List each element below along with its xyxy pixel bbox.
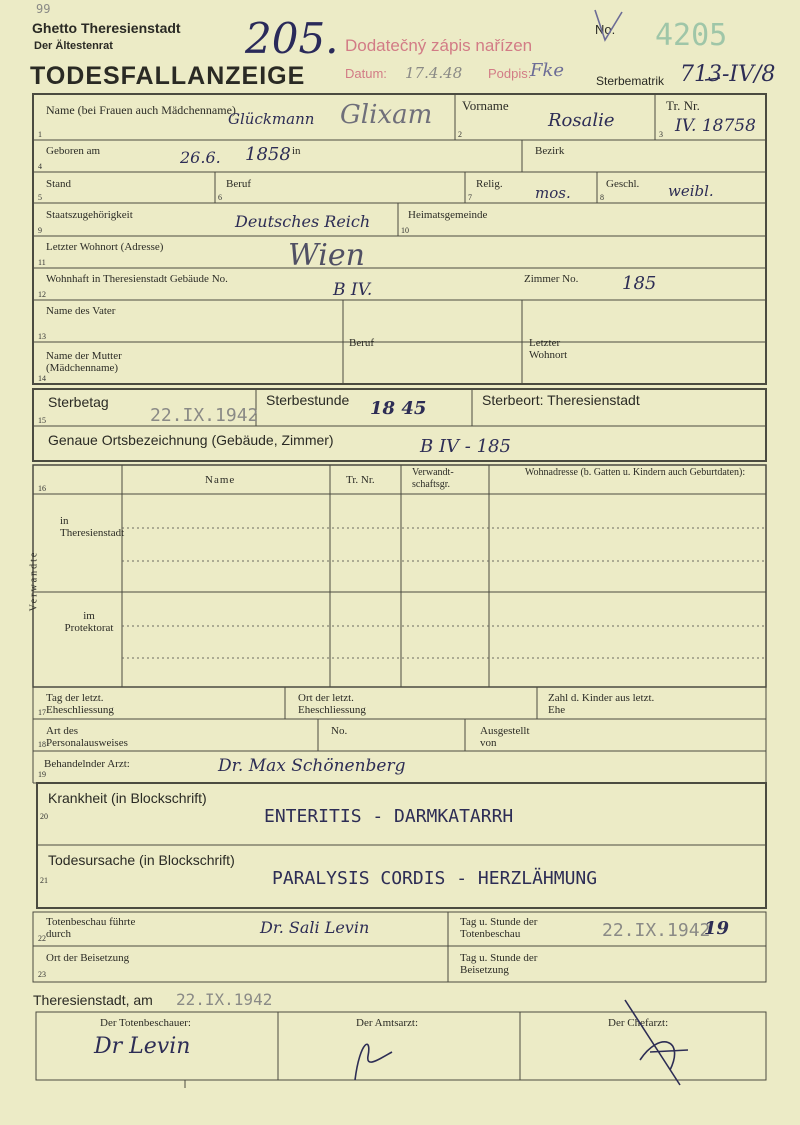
row-number: 20 [40,812,48,821]
row-number: 10 [401,226,409,235]
row-number: 7 [468,193,472,202]
stamp-date-label: Datum: [345,66,387,81]
geboren-value: 26.6. [180,148,221,167]
geboren-label: Geboren am [46,145,101,157]
stand-label: Stand [46,178,72,190]
relatives-row-theresienstadt: in Theresienstadt [60,515,125,539]
beruf-label: Beruf [226,178,252,190]
sterbematrik-value: 713-IV/8 [680,62,776,87]
row-number: 1 [38,130,42,139]
stamp-check-mark [595,10,622,40]
wohnort-value: Wien [288,238,365,273]
arzt-label: Behandelnder Arzt: [44,758,130,770]
vater-label: Name des Vater [46,305,116,317]
surname-value: Glückmann [228,110,315,128]
row-number: 11 [38,258,46,267]
row-number: 3 [659,130,663,139]
relatives-row-protektorat: im Protektorat [64,610,114,634]
row-number: 2 [458,130,462,139]
row-number: 16 [38,484,46,493]
sig3-label: Der Chefarzt: [608,1017,669,1029]
vorname-label: Vorname [462,98,509,113]
ortsbez-value: B IV - 185 [420,436,511,457]
row-number: 9 [38,226,42,235]
row-number: 18 [38,740,46,749]
vorname-value: Rosalie [548,110,615,131]
stamp-date-value: 17.4.48 [405,64,463,82]
staats-label: Staatszugehörigkeit [46,209,133,221]
beisetzung-tag-label: Tag u. Stunde der Beisetzung [460,952,538,976]
row-number: 15 [38,416,46,425]
relatives-col-name: Name [205,474,236,486]
footer-place-label: Theresienstadt, am [33,992,153,1008]
row-number: 5 [38,193,42,202]
row-number: 6 [218,193,222,202]
addendum-stamp: Dodatečný zápis nařízen [345,36,533,55]
zimmer-value: 185 [622,273,657,294]
geboren-year: 1858 [245,144,291,165]
krankheit-label: Krankheit (in Blockschrift) [48,790,207,806]
relatives-side-label: Verwandte [28,550,40,612]
sterbetag-value: 22.IX.1942 [150,405,259,426]
relatives-col-wohn: Wohnadresse (b. Gatten u. Kindern auch Geburtdaten): [524,467,746,478]
in-label: in [292,145,301,157]
geschl-label: Geschl. [606,178,640,190]
no-label: No. [595,22,616,37]
sterbeort-label: Sterbeort: Theresienstadt [482,392,640,408]
row-number: 8 [600,193,604,202]
sig2-label: Der Amtsarzt: [356,1017,419,1029]
row-number: 22 [38,934,46,943]
kinder-label: Zahl d. Kinder aus letzt. Ehe [548,692,655,716]
relig-value: mos. [535,184,571,202]
beschau-tag-label: Tag u. Stunde der Totenbeschau [460,916,538,940]
staats-value: Deutsches Reich [235,212,371,231]
sterbestunde-label: Sterbestunde [266,392,350,408]
sig1-label: Der Totenbeschauer: [100,1017,191,1029]
sig1-value: Dr Levin [94,1034,191,1059]
row-number: 19 [38,770,46,779]
beschau-hour: 19 [704,918,730,939]
heimat-label: Heimatsgemeinde [408,209,488,221]
row-number: 21 [40,876,48,885]
arzt-value: Dr. Max Schönenberg [218,756,406,776]
gebaeude-value: B IV. [333,280,373,300]
ortsbez-label: Genaue Ortsbezeichnung (Gebäude, Zimmer) [48,432,334,448]
beschau-value: Dr. Sali Levin [260,918,370,937]
stamp-signature-label: Podpis: [488,66,532,81]
stamp-number: 4205 [655,18,728,53]
ursache-value: PARALYSIS CORDIS - HERZLÄHMUNG [272,868,598,889]
relatives-col-trnr: Tr. Nr. [346,474,375,486]
geschl-value: weibl. [668,182,714,200]
row-number: 13 [38,332,46,341]
bezirk-label: Bezirk [535,145,565,157]
row-number: 14 [38,374,46,383]
stamp-signature: Fke [530,60,565,81]
zimmer-label: Zimmer No. [524,273,579,285]
document-number: 205. [245,14,339,63]
chefarzt-signature [625,1000,688,1085]
beruf2-label: Beruf [349,337,375,349]
ausweis-label: Art des Personalausweises [46,725,128,749]
trnr-label: Tr. Nr. [666,98,700,113]
ursache-label: Todesursache (in Blockschrift) [48,852,235,868]
row-number: 23 [38,970,46,979]
sterbestunde-value: 18 45 [370,398,427,419]
sterbematrik-label: Sterbematrik [596,74,665,88]
row-number: 4 [38,162,42,171]
ausgestellt-label: Ausgestellt von [480,725,530,749]
relatives-col-verwandt: Verwandt-schaftsgr. [412,467,454,490]
ghetto-header: Ghetto Theresienstadt [32,20,181,36]
surname-alt-value: Glixam [340,100,433,130]
gebaeude-label: Wohnhaft in Theresienstadt Gebäude No. [46,273,228,285]
trnr-value: IV. 18758 [675,116,756,136]
relig-label: Relig. [476,178,503,190]
name-label: Name (bei Frauen auch Mädchenname) [46,103,236,117]
krankheit-value: ENTERITIS - DARMKATARRH [264,806,514,827]
eheschliessung-ort-label: Ort der letzt. Eheschliessung [298,692,366,716]
ausweis-no-label: No. [331,725,348,737]
mutter-label: Name der Mutter (Mädchenname) [46,350,122,374]
letzter-wohnort-label: Letzter Wohnort [529,337,568,361]
beschau-label: Totenbeschau führte durch [46,916,136,940]
eheschliessung-tag-label: Tag der letzt. Eheschliessung [46,692,114,716]
row-number: 12 [38,290,46,299]
amtsarzt-signature [355,1044,392,1080]
footer-place-date: 22.IX.1942 [176,990,273,1009]
row-number: 17 [38,708,46,717]
beschau-tag-value: 22.IX.1942 [602,920,711,941]
wohnort-label: Letzter Wohnort (Adresse) [46,241,164,253]
sterbetag-label: Sterbetag [48,394,109,410]
elders-council-header: Der Ältestenrat [34,40,113,52]
corner-mark: 99 [36,2,51,16]
form-title: TODESFALLANZEIGE [30,62,306,90]
beisetzung-ort-label: Ort der Beisetzung [46,952,130,964]
